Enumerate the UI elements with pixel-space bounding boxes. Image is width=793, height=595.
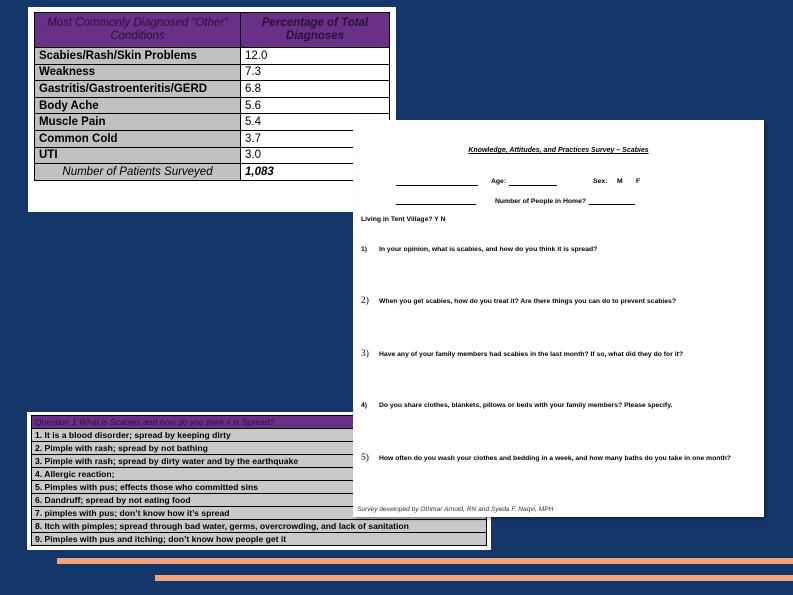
answer-cell: 1. It is a blood disorder; spread by keeping dirty <box>32 429 487 442</box>
table-row <box>35 64 390 81</box>
total-label: Number of Patients Surveyed <box>35 164 241 181</box>
blank-line <box>396 204 476 205</box>
question-number: 2) <box>361 296 369 306</box>
accent-bar-bottom <box>155 575 793 581</box>
name-blank-line <box>396 185 478 186</box>
question-number: 3) <box>361 349 369 359</box>
survey-credit: Survey developed by Othmar Arnold, RN and Syeda F. Naqvi, MPH <box>357 506 554 513</box>
sex-option-m: M <box>617 178 623 185</box>
age-blank-line <box>509 185 557 186</box>
diagnoses-table-image <box>28 7 396 212</box>
survey-title: Knowledge, Attitudes, and Practices Survey – Scabies <box>468 147 649 154</box>
question-number: 4) <box>361 402 368 409</box>
condition-cell: Common Cold <box>35 130 241 147</box>
question-number: 5) <box>361 453 369 463</box>
question-header: Question 1 What is Scabies and how do you think it is Spread? <box>32 416 487 429</box>
question-text: How often do you wash your clothes and bedding in a week, and how many baths do you take in one month? <box>379 455 731 462</box>
survey-question-5 <box>361 453 731 463</box>
people-blank-line <box>589 204 635 205</box>
list-item <box>32 533 487 546</box>
condition-cell: Muscle Pain <box>35 114 241 131</box>
list-item <box>32 520 487 533</box>
answer-cell: 5. Pimples with pus; effects those who committed sins <box>32 481 487 494</box>
total-row <box>35 164 390 181</box>
condition-cell: UTI <box>35 147 241 164</box>
question-text: Do you share clothes, blankets, pillows or beds with your family members? Please specify. <box>379 402 673 409</box>
answer-cell: 4. Allergic reaction; <box>32 468 487 481</box>
percent-cell: 3.7 <box>241 130 390 147</box>
survey-page-image <box>353 120 764 517</box>
question-text: When you get scabies, how do you treat it? Are there things you can do to prevent scabies? <box>379 298 676 305</box>
diagnoses-header-row <box>35 13 390 48</box>
survey-question-3 <box>361 349 683 359</box>
sex-option-f: F <box>636 178 641 185</box>
sex-label: Sex: <box>593 178 608 185</box>
survey-question-1 <box>361 246 597 253</box>
total-value: 1,083 <box>241 164 390 181</box>
table-row <box>35 97 390 114</box>
table-row <box>35 48 390 65</box>
percent-cell: 3.0 <box>241 147 390 164</box>
question-text: Have any of your family members had scabies in the last month? If so, what did they do for it? <box>379 351 684 358</box>
diagnoses-header-percentage: Percentage of Total Diagnoses <box>241 13 390 48</box>
table-row <box>35 147 390 164</box>
table-row <box>35 130 390 147</box>
survey-question-4 <box>361 402 672 409</box>
percent-cell: 6.8 <box>241 81 390 98</box>
percent-cell: 5.6 <box>241 97 390 114</box>
answer-cell: 7. pimples with pus; don’t know how it’s spread <box>32 507 487 520</box>
condition-cell: Gastritis/Gastroenteritis/GERD <box>35 81 241 98</box>
table-row <box>35 114 390 131</box>
question-text: In your opinion, what is scabies, and how do you think it is spread? <box>379 246 598 253</box>
condition-cell: Body Ache <box>35 97 241 114</box>
accent-bar-top <box>57 558 793 564</box>
diagnoses-header-conditions: Most Commonly Diagnosed “Other” Conditions <box>35 13 241 48</box>
percent-cell: 5.4 <box>241 114 390 131</box>
table-row <box>35 81 390 98</box>
percent-cell: 12.0 <box>241 48 390 65</box>
survey-question-2 <box>361 296 676 306</box>
condition-cell: Scabies/Rash/Skin Problems <box>35 48 241 65</box>
answer-cell: 6. Dandruff; spread by not eating food <box>32 494 487 507</box>
percent-cell: 7.3 <box>241 64 390 81</box>
diagnoses-table <box>34 12 390 181</box>
answer-cell: 3. Pimple with rash; spread by dirty water and by the earthquake <box>32 455 487 468</box>
answer-cell: 2. Pimple with rash; spread by not bathing <box>32 442 487 455</box>
people-in-home-label: Number of People in Home? <box>495 198 587 205</box>
answer-cell: 8. Itch with pimples; spread through bad water, germs, overcrowding, and lack of sanitation <box>32 520 487 533</box>
condition-cell: Weakness <box>35 64 241 81</box>
age-label: Age: <box>491 178 507 185</box>
answer-cell: 9. Pimples with pus and itching; don’t know how people get it <box>32 533 487 546</box>
tent-village-label: Living in Tent Village? Y N <box>361 216 446 223</box>
question-number: 1) <box>361 246 368 253</box>
